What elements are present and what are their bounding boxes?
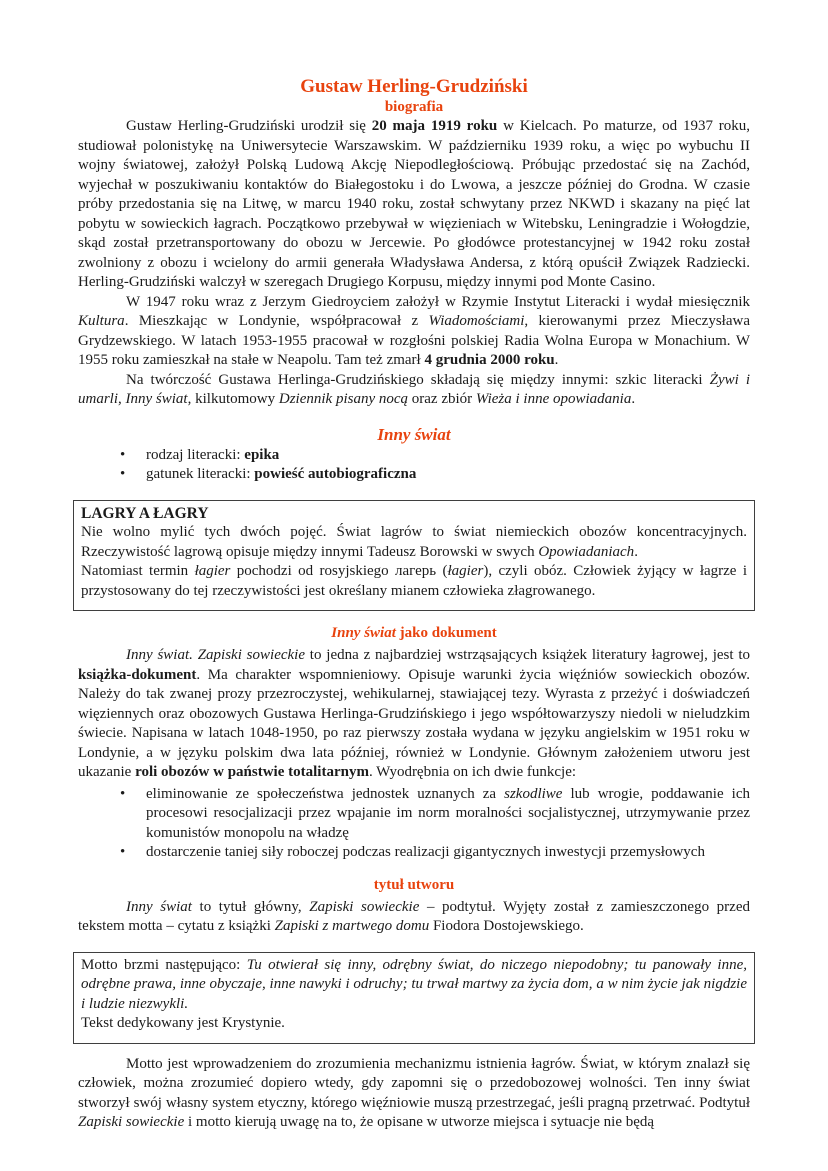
section-heading-inny-swiat	[78, 425, 750, 444]
text-segment: rodzaj literacki:	[146, 446, 245, 463]
biography-paragraph-2	[78, 293, 750, 371]
text-segment: Zapiski sowieckie	[309, 898, 420, 915]
dedication-paragraph	[81, 1014, 747, 1034]
text-segment: Tekst dedykowany jest Krystynie.	[81, 1015, 285, 1031]
text-segment: , kilkutomowy	[187, 391, 279, 407]
text-segment: , kierowanymi przez Mieczysława Grydzewskiego. W latach 1953-1955 pracował w rozgłośni polskiej Radia Wolna Europa w Monachium. W 1955 roku zamieszkał na stałe w Neapolu. Tam też zmarł	[78, 313, 750, 368]
text-segment: eliminowanie ze społeczeństwa jednostek uznanych za	[146, 785, 505, 802]
text-segment: dostarczenie taniej siły roboczej podczas realizacji gigantycznych inwestycji przemysłowych	[146, 844, 705, 860]
text-segment: Inny świat	[126, 898, 192, 915]
doc-title: Gustaw Herling-Grudziński	[300, 76, 528, 97]
text-segment: . Mieszkając w Londynie, współpracował z	[124, 313, 429, 329]
text-segment: Zapiski z martwego domu	[274, 918, 430, 934]
text-segment: Żywi i umarli	[78, 371, 750, 407]
list-item-gatunek-literacki	[120, 465, 750, 485]
text-segment: szkodliwe	[504, 785, 563, 802]
text-segment: lub wrogie, poddawanie ich procesowi resocjalizacji przez wpajanie im norm moralności socjalistycznej, utrzymywanie przez komunistów monopolu na władzę	[146, 785, 750, 841]
text-segment: Kultura	[78, 313, 125, 329]
text-segment: łagier	[447, 563, 484, 579]
text-segment: Inny świat	[331, 625, 396, 641]
text-segment: Wiadomościami	[428, 313, 525, 329]
text-segment: W 1947 roku wraz z Jerzym Giedroyciem założył w Rzymie Instytut Literacki i wydał miesięcznik	[126, 293, 750, 310]
text-segment: Motto brzmi następująco:	[81, 956, 247, 973]
tytul-paragraph	[78, 898, 750, 937]
text-segment: powieść autobiograficzna	[254, 466, 417, 482]
text-segment: .	[631, 391, 636, 407]
text-segment: . Ma charakter wspomnieniowy. Opisuje warunki życia więźniów sowieckich obozów. Należy do tak zwanej prozy przezroczystej, wehikularnej, stawiającej tezy. Wyrasta z przeżyć i doświadczeń więziennych oraz obozowych Gustawa Herlinga-Grudzińskiego i jego współtowarzyszy niedoli w nieludzkim świecie. Napisana w latach 1048-1950, po raz pierwszy została wydana w języku angielskim w 1951 roku w Londynie, a w języku polskim dwa lata później, również w Londynie. Głównym założeniem utworu jest ukazanie	[78, 666, 750, 780]
dokument-paragraph	[78, 646, 750, 783]
text-segment: Nie wolno mylić tych dwóch pojęć. Świat lagrów to świat niemieckich obozów koncentracyjnych. Rzeczywistość lagrową opisuje między innymi Tadeusz Borowski w swych	[81, 524, 747, 560]
text-segment: . Wyodrębnia on ich dwie funkcje:	[368, 764, 577, 780]
text-segment: Motto jest wprowadzeniem do zrozumienia mechanizmu istnienia łagrów. Świat, w którym znalazł się człowiek, można zrozumieć dopiero wtedy, gdy zapomni się o przedobozowej wolności. Ten inny świat stworzył swój własny system etyczny, którego więźniowie muszą przestrzegać, jeśli pragną przetrwać. Podtytuł	[78, 1055, 750, 1111]
doc-subtitle: biografia	[384, 99, 444, 115]
text-segment: pochodzi od rosyjskiego лагерь (	[230, 563, 448, 579]
box-heading-lagry: LAGRY A ŁAGRY	[81, 504, 209, 522]
info-box-lagry	[73, 500, 755, 612]
text-segment: Inny świat. Zapiski sowieckie	[126, 647, 305, 663]
text-segment: Opowiadaniach	[538, 543, 635, 560]
text-segment: Fiodora Dostojewskiego.	[429, 918, 584, 934]
text-segment: Tu otwierał się inny, odrębny świat, do niczego niepodobny; tu panowały inne, odrębne prawa, inne obyczaje, inne nawyki i odruchy; tu trwał martwy za życia dom, a w nim życie jak nigdzie i ludzie niezwykli.	[81, 956, 747, 1012]
camp-functions-list	[78, 785, 750, 863]
box-paragraph-lagry-1	[81, 523, 747, 562]
text-segment: Natomiast termin	[81, 563, 195, 579]
biography-paragraph-3	[78, 371, 750, 410]
list-item-function-1	[120, 785, 750, 844]
text-segment: Gustaw Herling-Grudziński urodził się	[126, 118, 372, 134]
text-segment: Zapiski sowieckie	[78, 1114, 185, 1130]
text-segment: jako dokument	[395, 625, 497, 641]
text-segment: książka-dokument	[78, 666, 197, 683]
text-segment: .	[554, 352, 559, 368]
closing-paragraph	[78, 1055, 750, 1133]
text-segment: .	[634, 543, 638, 560]
text-segment: 20 maja 1919 roku	[371, 118, 498, 134]
text-segment: łagier	[194, 563, 231, 579]
text-segment: to jedna z najbardziej wstrząsających książek literatury łagrowej, jest to	[305, 647, 751, 663]
text-segment: epika	[244, 446, 280, 463]
text-segment: gatunek literacki:	[146, 466, 255, 482]
text-segment: ), czyli obóz. Człowiek żyjący w łagrze i przystosowany do tej rzeczywistości jest określany mianem człowieka złagrowanego.	[81, 563, 747, 599]
text-segment: Inny świat	[125, 391, 188, 407]
box-paragraph-lagry-2	[81, 562, 747, 601]
motto-box	[73, 952, 755, 1044]
section-heading-tytul: tytuł utworu	[373, 876, 455, 893]
list-item-rodzaj-literacki	[120, 446, 750, 466]
text-segment: – podtytuł. Wyjęty został z zamieszczonego przed tekstem motta – cytatu z książki	[78, 898, 750, 934]
text-segment: oraz zbiór	[408, 391, 476, 407]
text-segment: to tytuł główny,	[191, 898, 310, 915]
text-segment: i motto kierują uwagę na to, że opisane w utworze miejsca i sytuacje nie będą	[184, 1114, 655, 1130]
literary-classification-list	[78, 446, 750, 485]
text-segment: ,	[118, 391, 126, 407]
biography-paragraph-1	[78, 117, 750, 293]
text-segment: 4 grudnia 2000 roku	[424, 352, 555, 368]
text-segment: roli obozów w państwie totalitarnym	[135, 764, 369, 780]
list-item-function-2	[120, 843, 750, 863]
motto-paragraph	[81, 956, 747, 1015]
text-segment: Dziennik pisany nocą	[278, 391, 409, 407]
text-segment: w Kielcach. Po maturze, od 1937 roku, studiował polonistykę na Uniwersytecie Warszawskim. W październiku 1939 roku, a więc po wybuchu II wojny światowej, założył Polską Ludową Akcję Niepodległościową. Próbując przedostać się na Zachód, wyjechał w poszukiwaniu kontaktów do Białegostoku i do Lwowa, a jeszcze później do Grodna. W czasie próby przedostania się na Litwę, w marcu 1940 roku, został schwytany przez NKWD i skazany na pięć lat pobytu w sowieckich łagrach. Początkowo przebywał w więzieniach w Witebsku, Leningradzie i Wołogdzie, skąd został przetransportowany do obozu w Jercewie. Po głodówce protestancyjnej w 1942 roku został zwolniony z obozu i wcielony do armii generała Władysława Andersa, z którą opuścił Związek Radziecki. Herling-Grudziński walczył w szeregach Drugiego Korpusu, między innymi pod Monte Casino.	[78, 118, 751, 290]
text-segment: Wieża i inne opowiadania	[475, 391, 632, 407]
text-segment: Inny świat	[377, 424, 451, 444]
text-segment: Na twórczość Gustawa Herlinga-Grudzińskiego składają się między innymi: szkic literacki	[126, 371, 710, 388]
section-heading-dokument	[78, 624, 750, 643]
